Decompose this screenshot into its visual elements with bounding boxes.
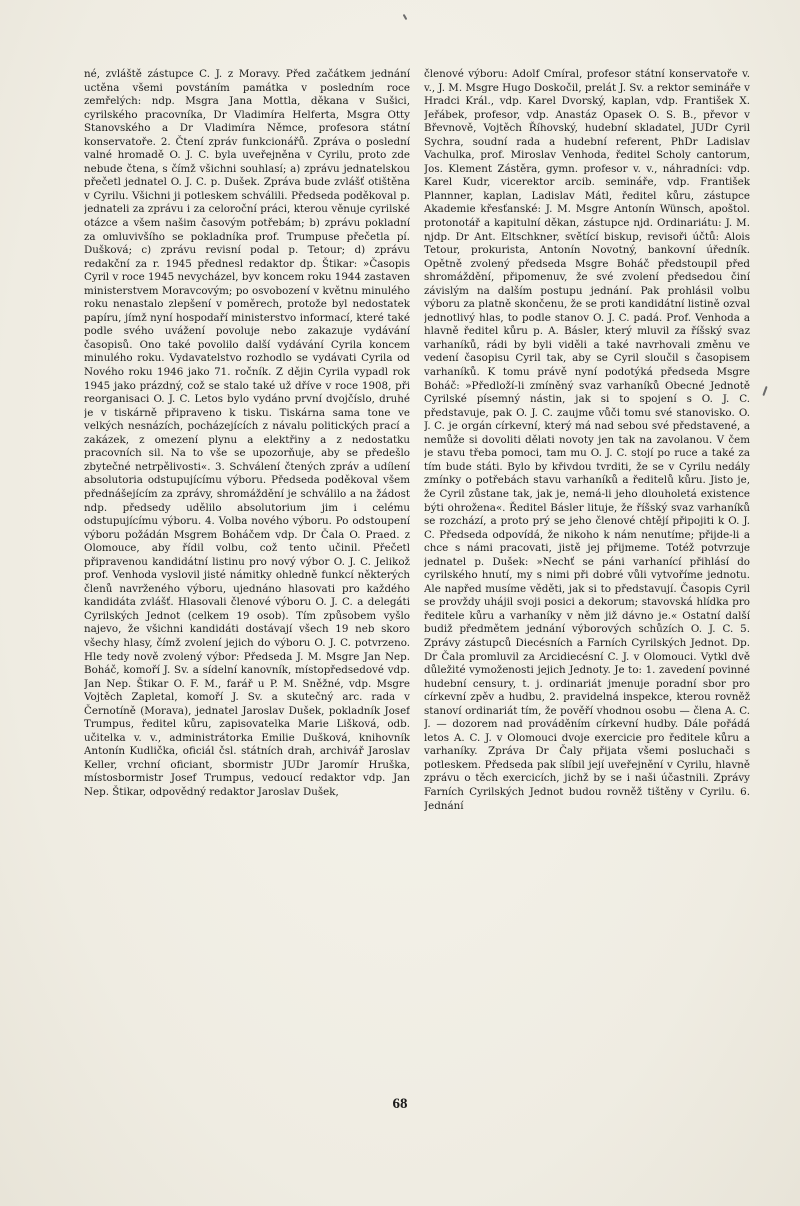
scan-mark xyxy=(762,386,767,396)
scan-mark xyxy=(403,14,408,20)
page-number: 68 xyxy=(392,1096,408,1112)
left-column-text: né, zvláště zástupce C. J. z Moravy. Před začátkem jednání uctěna všemi povstáním památka v posledním roce zemřelých: ndp. Msgra Jana Mottla, děkana v Sušici, cyrilského pracovníka, Dr Vladimíra Helferta, Msgra Otty Stanovského a Dr Vladimíra Němce, profesora státní konservatoře. 2. Čtení zpráv funkcionářů. Zpráva o poslední valné hromadě O. J. C. byla uveřejněna v Cyrilu, proto zde nebude čtena, s čímž všichni souhlasí; a) zprávu jednatelskou přečetl jednatel O. J. C. p. Dušek. Zpráva bude zvlášť otištěna v Cyrilu. Všichni ji potleskem schválili. Předseda poděkoval p. jednateli za zprávu i za celoroční práci, kterou věnuje cyrilské otázce a všem našim časovým potřebám; b) zprávu pokladní za omluvivšího se pokladníka prof. Trumpuse přečetla pí. Dušková; c) zprávu revisní podal p. Tetour; d) zprávu redakční za r. 1945 přednesl redaktor dp. Štikar: »Časopis Cyril v roce 1945 nevycházel, byv koncem roku 1944 zastaven ministerstvem Moravcovým; po osvobození v květnu minulého roku nenastalo zlepšení v poměrech, protože byl nedostatek papíru, jímž nyní hospodaří ministerstvo informací, které také podle svého uvážení povoluje nebo zakazuje vydávání časopisů. Ono také povolilo další vydávání Cyrila koncem minulého roku. Vydavatelstvo rozhodlo se vydávati Cyrila od Nového roku 1946 jako 71. ročník. Z dějin Cyrila vypadl rok 1945 jako prázdný, což se stalo také už dříve v roce 1908, při reorganisaci O. J. C. Letos bylo vydáno první dvojčíslo, druhé je v tiskárně připraveno k tisku. Tiskárna sama tone ve velkých nesnázích, pocházejících z návalu politických prací a zakázek, z omezení plynu a elektřiny a z nedostatku pracovních sil. Na to vše se upozorňuje, aby se předešlo zbytečné netrpělivosti«. 3. Schválení čtených zpráv a udílení absolutoria odstupujícímu výboru. Předseda poděkoval všem přednášejícím za zprávy, shromáždění je schválilo a na žádost ndp. předsedy udělilo absolutorium jim i celému odstupujícímu výboru. 4. Volba nového výboru. Po odstoupení výboru požádán Msgrem Boháčem vdp. Dr Čala O. Praed. z Olomouce, aby řídil volbu, což tento učinil. Přečetl připravenou kandidátní listinu pro nový výbor O. J. C. Jelikož prof. Venhoda vyslovil jisté námitky ohledně funkcí některých členů navrženého výboru, ujednáno hlasovati pro každého kandidáta zvlášť. Hlasovali členové výboru O. J. C. a delegáti Cyrilských Jednot (celkem 19 osob). Tím způsobem vyšlo najevo, že všichni kandidáti dostávají všech 19 neb skoro všechy hlasy, čímž zvolení jejich do výboru O. J. C. potvrzeno. Hle tedy nově zvolený výbor: Předseda J. M. Msgre Jan Nep. Boháč, komoří J. Sv. a sídelní kanovník, místopředsedové vdp. Jan Nep. Štikar O. F. M., farář u P. M. Sněžné, vdp. Msgre Vojtěch Zapletal, komoří J. Sv. a skutečný arc. rada v Černotíně (Morava), jednatel Jaroslav Dušek, pokladník Josef Trumpus, ředitel kůru, zapisovatelka Marie Lišková, odb. učitelka v. v., administrátorka Emilie Dušková, knihovník Antonín Kudlička, oficiál čsl. státních drah, archivář Jaroslav Keller, vrchní oficiant, sbormistr JUDr Jaromír Hruška, místosbormistr Josef Trumpus, vedoucí redaktor vdp. Jan Nep. Štikar, odpovědný redaktor Jaroslav Dušek, xyxy=(84,68,410,798)
right-column xyxy=(424,68,750,1088)
text-columns xyxy=(84,68,750,1088)
right-column-text: členové výboru: Adolf Cmíral, profesor státní konservatoře v. v., J. M. Msgre Hugo Doskočil, prelát J. Sv. a rektor semináře v Hradci Král., vdp. Karel Dvorský, kaplan, vdp. František X. Jeřábek, profesor, vdp. Anastáz Opasek O. S. B., převor v Břevnově, Vojtěch Říhovský, hudební skladatel, JUDr Cyril Sychra, soudní rada a hudební referent, PhDr Ladislav Vachulka, prof. Miroslav Venhoda, ředitel Scholy cantorum, Jos. Klement Zástěra, gymn. profesor v. v., náhradníci: vdp. Karel Kudr, vicerektor arcib. semináře, vdp. František Plannner, kaplan, Ladislav Mátl, ředitel kůru, zástupce Akademie křesťanské: J. M. Msgre Antonín Wünsch, apoštol. protonotář a kapitulní děkan, zástupce njd. Ordinariátu: J. M. njdp. Dr Ant. Eltschkner, světící biskup, revisoři účtů: Alois Tetour, prokurista, Antonín Novotný, bankovní úředník. Opětně zvolený předseda Msgre Boháč předstoupil před shromáždění, připomenuv, že své zvolení předsedou činí závislým na dalším postupu jednání. Pak prohlásil volbu výboru za platně skončenu, že se proti kandidátní listině ozval jednotlivý hlas, to podle stanov O. J. C. padá. Prof. Venhoda a hlavně ředitel kůru p. A. Básler, který mluvil za říšský svaz varhaníků, rádi by byli viděli a také navrhovali změnu ve vedení časopisu Cyril tak, aby se Cyril sloučil s časopisem varhaníků. K tomu právě nyní podotýká předseda Msgre Boháč: »Předloží-li zmíněný svaz varhaníků Obecné Jednotě Cyrilské písemný nástin, jak si to spojení s O. J. C. představuje, pak O. J. C. zaujme vůči tomu své stanovisko. O. J. C. je orgán církevní, který má nad sebou své představené, a nemůže si dovoliti dělati novoty jen tak na zavolanou. V čem je stavu třeba pomoci, tam mu O. J. C. stojí po ruce a také za tím bude státi. Bylo by křivdou tvrditi, že se v Cyrilu nedály zmínky o potřebách stavu varhaníků a ředitelů kůru. Jisto je, že Cyril zůstane tak, jak je, nemá-li jeho dlouholetá existence býti ohrožena«. Ředitel Básler lituje, že říšský svaz varhaníků se rozchází, a proto prý se jeho členové chtějí připojiti k O. J. C. Předseda odpovídá, že nikoho k nám nenutíme; přijde-li a chce s námi pracovati, jistě jej přijmeme. Totéž potvrzuje jednatel p. Dušek: »Nechť se páni varhanící přihlásí do cyrilského hnutí, my s nimi při dobré vůli vytvoříme jednotu. Ale napřed musíme věděti, jak si to představují. Časopis Cyril se provždy uhájil svoji posici a dekorum; stavovská hlídka pro ředitele kůru a varhaníky v něm již dávno je.« Ostatní další budiž předmětem jednání výborových schůzích O. J. C. 5. Zprávy zástupců Diecésních a Farních Cyrilských Jednot. Dp. Dr Čala promluvil za Arcidiecésní C. J. v Olomouci. Vytkl dvě důležité vymoženosti jejich Jednoty. Je to: 1. zavedení povinné hudební censury, t. j. ordinariát jmenuje poradní sbor pro církevní zpěv a hudbu, 2. pravidelná inspekce, kterou rovněž stanoví ordinariát tím, že pověří vhodnou osobu — člena A. C. J. — dozorem nad prováděním církevní hudby. Dále pořádá letos A. C. J. v Olomouci dvoje exercicie pro ředitele kůru a varhaníky. Zpráva Dr Čaly přijata všemi posluchači s potleskem. Předseda pak slíbil její uveřejnění v Cyrilu, hlavně zprávu o těch exercicích, jichž by se i naši účastnili. Zprávy Farních Cyrilských Jednot budou rovněž tištěny v Cyrilu. 6. Jednání xyxy=(424,68,750,812)
left-column xyxy=(84,68,410,1088)
